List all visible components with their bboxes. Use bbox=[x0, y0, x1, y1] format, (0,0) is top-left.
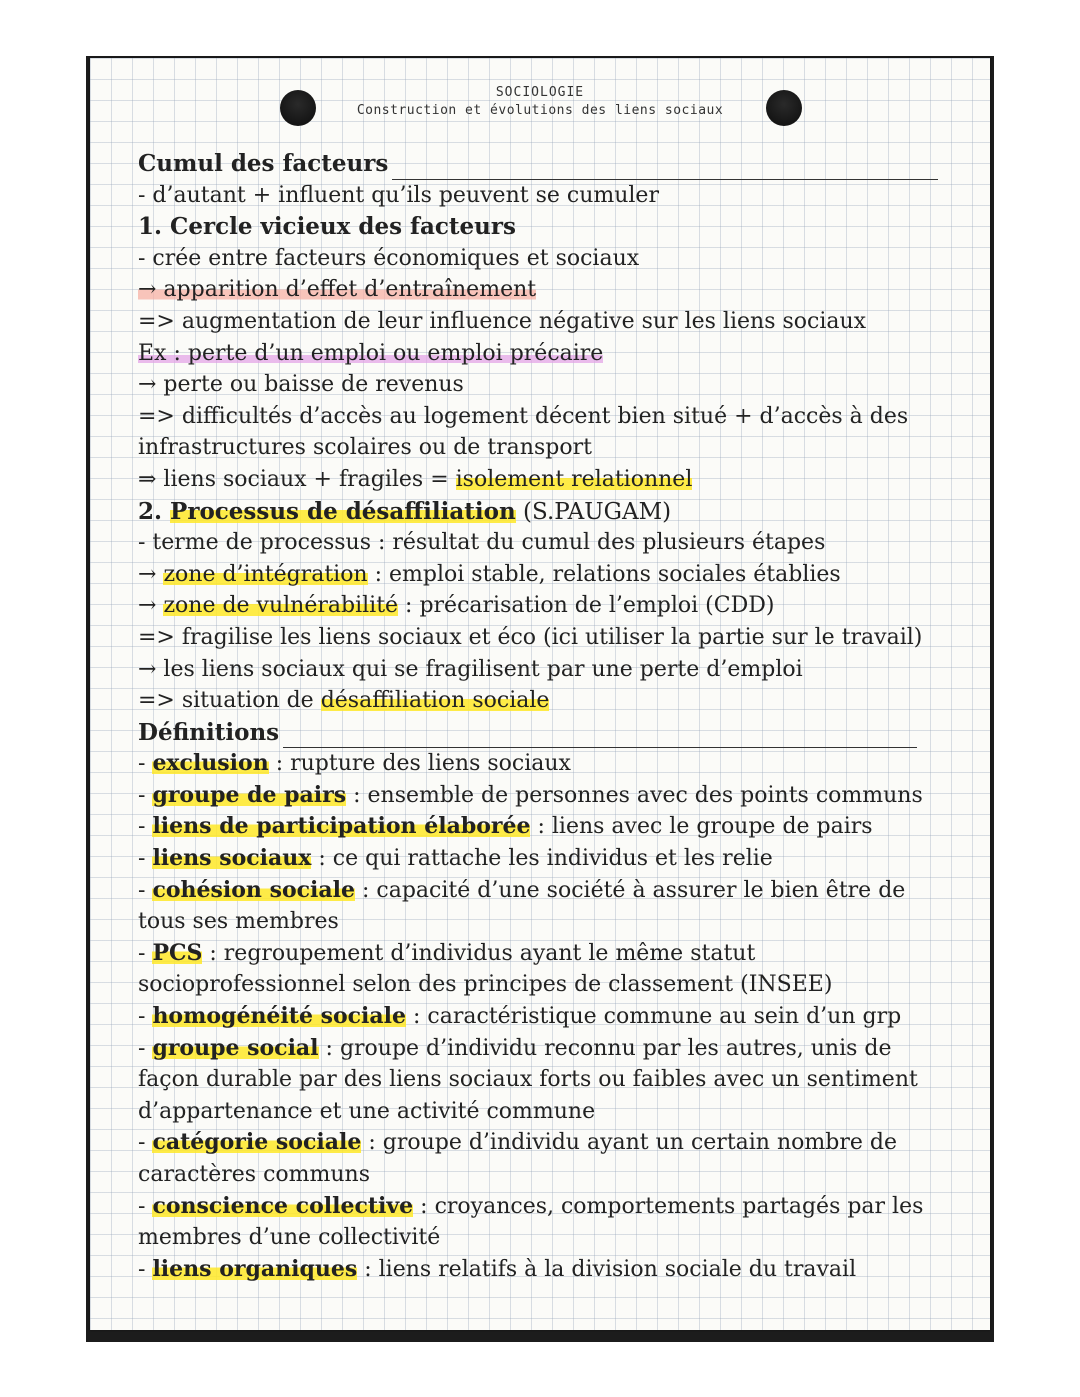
definition-continuation: tous ses membres bbox=[138, 909, 339, 935]
definition-item: - homogénéité sociale : caractéristique commune au sein d’un grp bbox=[138, 1003, 902, 1030]
definition-item: - exclusion : rupture des liens sociaux bbox=[138, 750, 571, 777]
note-line: ⇒ liens sociaux + fragiles = isolement relationnel bbox=[138, 466, 693, 492]
heading-underline bbox=[392, 157, 938, 180]
definition-item: - groupe social : groupe d’individu reconnu par les autres, unis de bbox=[138, 1034, 892, 1061]
subheading-cercle-vicieux: 1. Cercle vicieux des facteurs bbox=[138, 213, 516, 241]
note-line: => augmentation de leur influence négative sur les liens sociaux bbox=[138, 308, 867, 334]
page-header bbox=[90, 84, 990, 120]
definition-continuation: membres d’une collectivité bbox=[138, 1225, 441, 1251]
heading-underline bbox=[283, 725, 917, 748]
subject-title: SOCIOLOGIE bbox=[495, 85, 585, 100]
definition-item: - conscience collective : croyances, comportements partagés par les bbox=[138, 1192, 924, 1219]
note-line: → apparition d’effet d’entraînement bbox=[138, 277, 537, 303]
definition-item: - liens sociaux : ce qui rattache les individus et les relie bbox=[138, 845, 773, 872]
definition-item: - catégorie sociale : groupe d’individu ayant un certain nombre de bbox=[138, 1129, 897, 1156]
note-line: - crée entre facteurs économiques et sociaux bbox=[138, 245, 640, 271]
note-line: infrastructures scolaires ou de transport bbox=[138, 435, 592, 461]
note-line: → les liens sociaux qui se fragilisent par une perte d’emploi bbox=[138, 656, 803, 682]
definition-item: - cohésion sociale : capacité d’une société à assurer le bien être de bbox=[138, 876, 906, 903]
definition-continuation: caractères communs bbox=[138, 1162, 370, 1187]
definition-item: - liens de participation élaborée : liens avec le groupe de pairs bbox=[138, 813, 873, 840]
section-heading-definitions: Définitions bbox=[138, 717, 938, 749]
notes-content bbox=[138, 148, 938, 1285]
note-line: - terme de processus : résultat du cumul des plusieurs étapes bbox=[138, 530, 826, 556]
grid-paper-sheet bbox=[90, 58, 990, 1330]
chapter-subtitle: Construction et évolutions des liens sociaux bbox=[356, 103, 724, 118]
definition-continuation: d’appartenance et une activité commune bbox=[138, 1098, 596, 1124]
note-line: => fragilise les liens sociaux et éco (ici utiliser la partie sur le travail) bbox=[138, 624, 923, 650]
note-line: - d’autant + influent qu’ils peuvent se cumuler bbox=[138, 182, 659, 208]
section-heading-cumul: Cumul des facteurs bbox=[138, 148, 938, 180]
note-line: => difficultés d’accès au logement décent bien situé + d’accès à des bbox=[138, 403, 909, 429]
definition-item: - PCS : regroupement d’individus ayant le même statut bbox=[138, 939, 756, 966]
note-line: → perte ou baisse de revenus bbox=[138, 372, 464, 398]
note-line: → zone d’intégration : emploi stable, relations sociales établies bbox=[138, 561, 841, 587]
note-line: Ex : perte d’un emploi ou emploi précaire bbox=[138, 340, 604, 366]
definition-item: - liens organiques : liens relatifs à la division sociale du travail bbox=[138, 1255, 857, 1282]
subheading-desaffiliation: 2. Processus de désaffiliation (S.PAUGAM) bbox=[138, 497, 672, 525]
definition-continuation: socioprofessionnel selon des principes de classement (INSEE) bbox=[138, 972, 833, 998]
note-line: → zone de vulnérabilité : précarisation de l’emploi (CDD) bbox=[138, 593, 775, 619]
definition-continuation: façon durable par des liens sociaux forts ou faibles avec un sentiment bbox=[138, 1067, 918, 1093]
definition-item: - groupe de pairs : ensemble de personnes avec des points communs bbox=[138, 781, 923, 808]
note-line: => situation de désaffiliation sociale bbox=[138, 688, 550, 714]
